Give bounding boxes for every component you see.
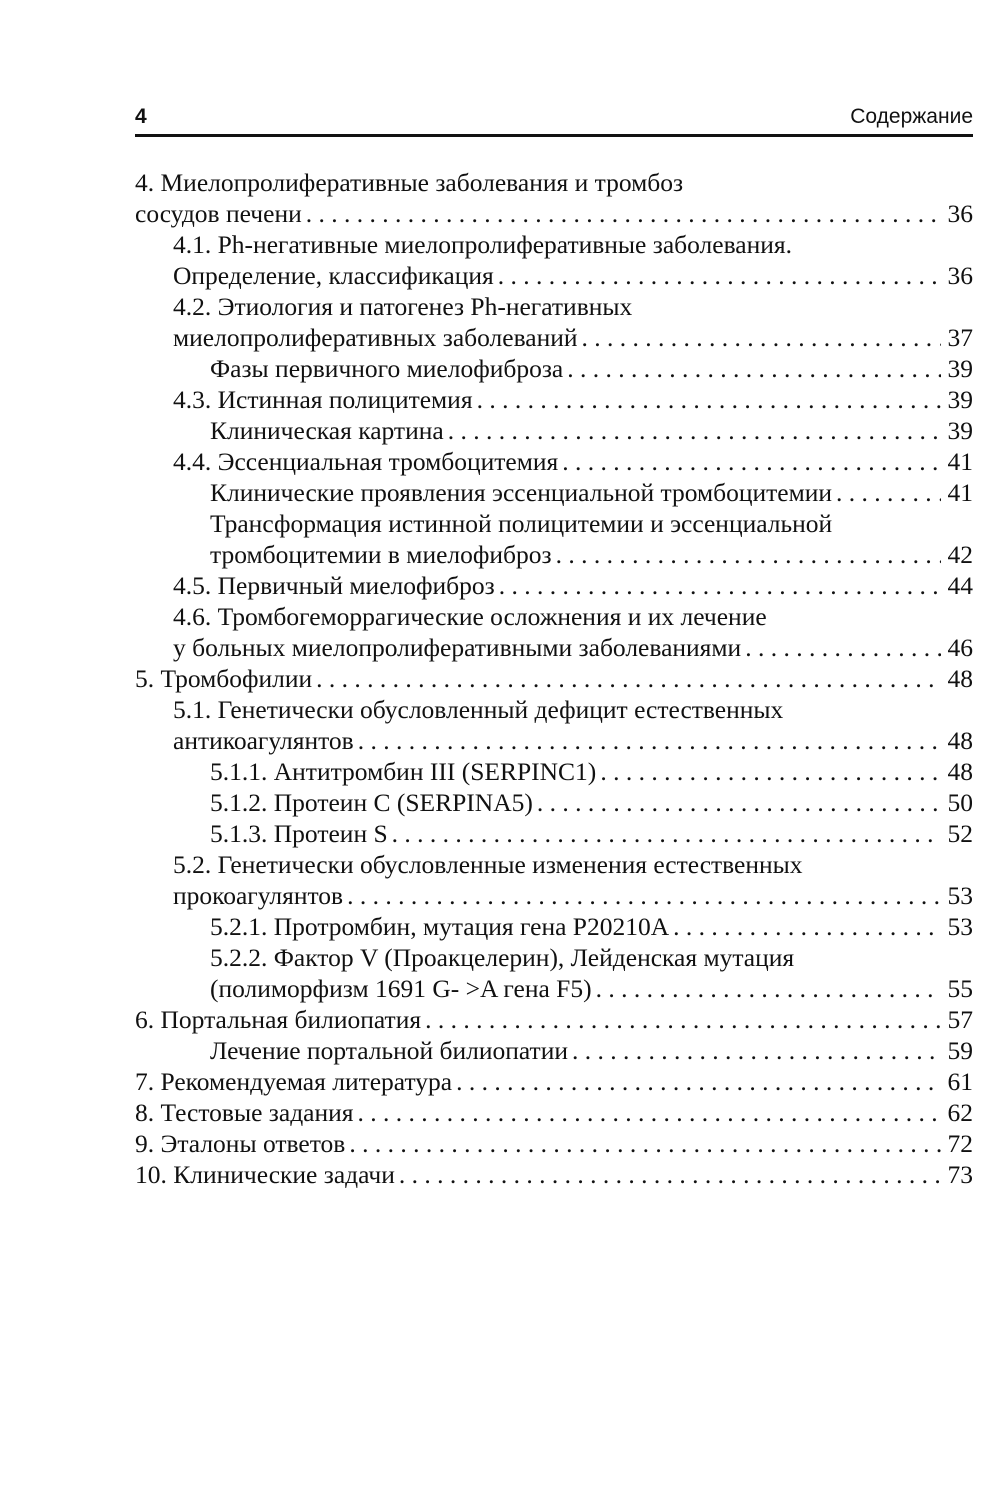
toc-page-number: 39 [947, 385, 973, 414]
header-rule [135, 134, 973, 137]
toc-entry-text: 4.6. Тромбогеморрагические осложнения и их лечение [173, 602, 767, 631]
toc-entry[interactable] [135, 756, 973, 787]
toc-page-number: 72 [947, 1129, 973, 1158]
toc-entry-text: 7. Рекомендуемая литература [135, 1067, 453, 1096]
toc-page-number: 73 [947, 1160, 973, 1189]
toc-entry[interactable] [135, 601, 973, 663]
toc-entry-text: сосудов печени [135, 199, 302, 228]
dot-leader [745, 632, 941, 663]
dot-leader [582, 322, 941, 353]
toc-entry-text: (полиморфизм 1691 G- >A гена F5) [210, 974, 592, 1003]
dot-leader [673, 911, 941, 942]
toc-page-number: 52 [947, 819, 973, 848]
toc-page-number: 50 [947, 788, 973, 817]
toc-entry[interactable] [135, 849, 973, 911]
toc-entry-text: Определение, классификация [173, 261, 494, 290]
toc-entry-text: миелопролиферативных заболеваний [173, 323, 578, 352]
toc-entry-text: Трансформация истинной полицитемии и эссенциальной [210, 509, 833, 538]
toc-page-number: 55 [947, 974, 973, 1003]
toc-entry[interactable] [135, 1066, 973, 1097]
toc-entry[interactable] [135, 291, 973, 353]
toc-page-number: 57 [947, 1005, 973, 1034]
toc-page-number: 59 [947, 1036, 973, 1065]
toc-entry-text: Лечение портальной билиопатии [210, 1036, 568, 1065]
toc-entry[interactable] [135, 1004, 973, 1035]
toc-entry-text: 5.1.2. Протеин С (SERPINA5) [210, 788, 533, 817]
toc-entry-text: прокоагулянтов [173, 881, 344, 910]
toc-entry-text: Фазы первичного миелофиброза [210, 354, 564, 383]
toc-page-number: 41 [947, 478, 973, 507]
toc-entry-text: у больных миелопролиферативными заболеваниями [173, 633, 742, 662]
dot-leader [596, 973, 941, 1004]
toc-page-number: 62 [947, 1098, 973, 1127]
dot-leader [392, 818, 941, 849]
page-header [135, 103, 973, 135]
toc-entry-text: 8. Тестовые задания [135, 1098, 354, 1127]
toc-page-number: 36 [947, 261, 973, 290]
dot-leader [306, 198, 941, 229]
toc-entry-text: 5.1. Генетически обусловленный дефицит естественных [173, 695, 784, 724]
dot-leader [358, 725, 941, 756]
running-title: Содержание [850, 105, 973, 128]
toc-entry-text: 6. Портальная билиопатия [135, 1005, 422, 1034]
dot-leader [567, 353, 941, 384]
toc-page-number: 39 [947, 354, 973, 383]
dot-leader [316, 663, 941, 694]
toc-page-number: 53 [947, 912, 973, 941]
toc-entry-text: 5. Тромбофилии [135, 664, 313, 693]
toc-page-number: 46 [947, 633, 973, 662]
dot-leader [600, 756, 941, 787]
toc-page-number: 42 [947, 540, 973, 569]
dot-leader [499, 570, 941, 601]
dot-leader [562, 446, 941, 477]
toc-entry-text: 4.3. Истинная полицитемия [173, 385, 473, 414]
toc-page-number: 53 [947, 881, 973, 910]
toc-entry[interactable] [135, 415, 973, 446]
toc-page-number: 61 [947, 1067, 973, 1096]
dot-leader [456, 1066, 941, 1097]
toc-entry[interactable] [135, 1159, 973, 1190]
toc-entry[interactable] [135, 1128, 973, 1159]
toc-entry-text: 5.1.3. Протеин S [210, 819, 388, 848]
dot-leader [358, 1097, 941, 1128]
toc-entry-text: 4. Миелопролиферативные заболевания и тромбоз [135, 168, 684, 197]
toc-entry-text: 5.1.1. Антитромбин III (SERPINC1) [210, 757, 597, 786]
toc-entry[interactable] [135, 818, 973, 849]
toc-entry[interactable] [135, 446, 973, 477]
dot-leader [836, 477, 941, 508]
toc-entry-text: 9. Эталоны ответов [135, 1129, 346, 1158]
toc-page-number: 37 [947, 323, 973, 352]
toc-entry[interactable] [135, 477, 973, 508]
toc-entry-text: 4.4. Эссенциальная тромбоцитемия [173, 447, 559, 476]
toc-entry[interactable] [135, 508, 973, 570]
dot-leader [349, 1128, 941, 1159]
dot-leader [477, 384, 941, 415]
toc-page-number: 44 [947, 571, 973, 600]
toc-entry[interactable] [135, 570, 973, 601]
toc-entry-text: 5.2.1. Протромбин, мутация гена P20210A [210, 912, 670, 941]
toc-entry[interactable] [135, 1097, 973, 1128]
toc-page-number: 48 [947, 757, 973, 786]
toc-entry[interactable] [135, 353, 973, 384]
toc-entry[interactable] [135, 787, 973, 818]
dot-leader [537, 787, 941, 818]
toc-entry[interactable] [135, 229, 973, 291]
dot-leader [556, 539, 941, 570]
toc-entry-text: 4.5. Первичный миелофиброз [173, 571, 495, 600]
toc-entry-text: 5.2.2. Фактор V (Проакцелерин), Лейденская мутация [210, 943, 795, 972]
toc-entry-text: Клинические проявления эссенциальной тромбоцитемии [210, 478, 833, 507]
table-of-contents [135, 167, 973, 1190]
toc-page-number: 41 [947, 447, 973, 476]
toc-entry-text: 4.2. Этиология и патогенез Ph-негативных [173, 292, 633, 321]
toc-entry-text: 5.2. Генетически обусловленные изменения естественных [173, 850, 803, 879]
dot-leader [498, 260, 941, 291]
dot-leader [399, 1159, 941, 1190]
toc-entry[interactable] [135, 694, 973, 756]
dot-leader [425, 1004, 941, 1035]
toc-entry-text: тромбоцитемии в миелофиброз [210, 540, 552, 569]
dot-leader [448, 415, 941, 446]
page-number: 4 [135, 105, 147, 128]
dot-leader [347, 880, 941, 911]
toc-entry[interactable] [135, 1035, 973, 1066]
toc-entry-text: антикоагулянтов [173, 726, 354, 755]
toc-page-number: 36 [947, 199, 973, 228]
toc-entry[interactable] [135, 663, 973, 694]
toc-page-number: 39 [947, 416, 973, 445]
toc-entry[interactable] [135, 942, 973, 1004]
toc-entry[interactable] [135, 911, 973, 942]
toc-page-number: 48 [947, 664, 973, 693]
toc-entry[interactable] [135, 167, 973, 229]
toc-entry-text: 4.1. Ph-негативные миелопролиферативные заболевания. [173, 230, 792, 259]
toc-entry[interactable] [135, 384, 973, 415]
toc-entry-text: 10. Клинические задачи [135, 1160, 395, 1189]
toc-entry-text: Клиническая картина [210, 416, 444, 445]
toc-page-number: 48 [947, 726, 973, 755]
dot-leader [572, 1035, 941, 1066]
